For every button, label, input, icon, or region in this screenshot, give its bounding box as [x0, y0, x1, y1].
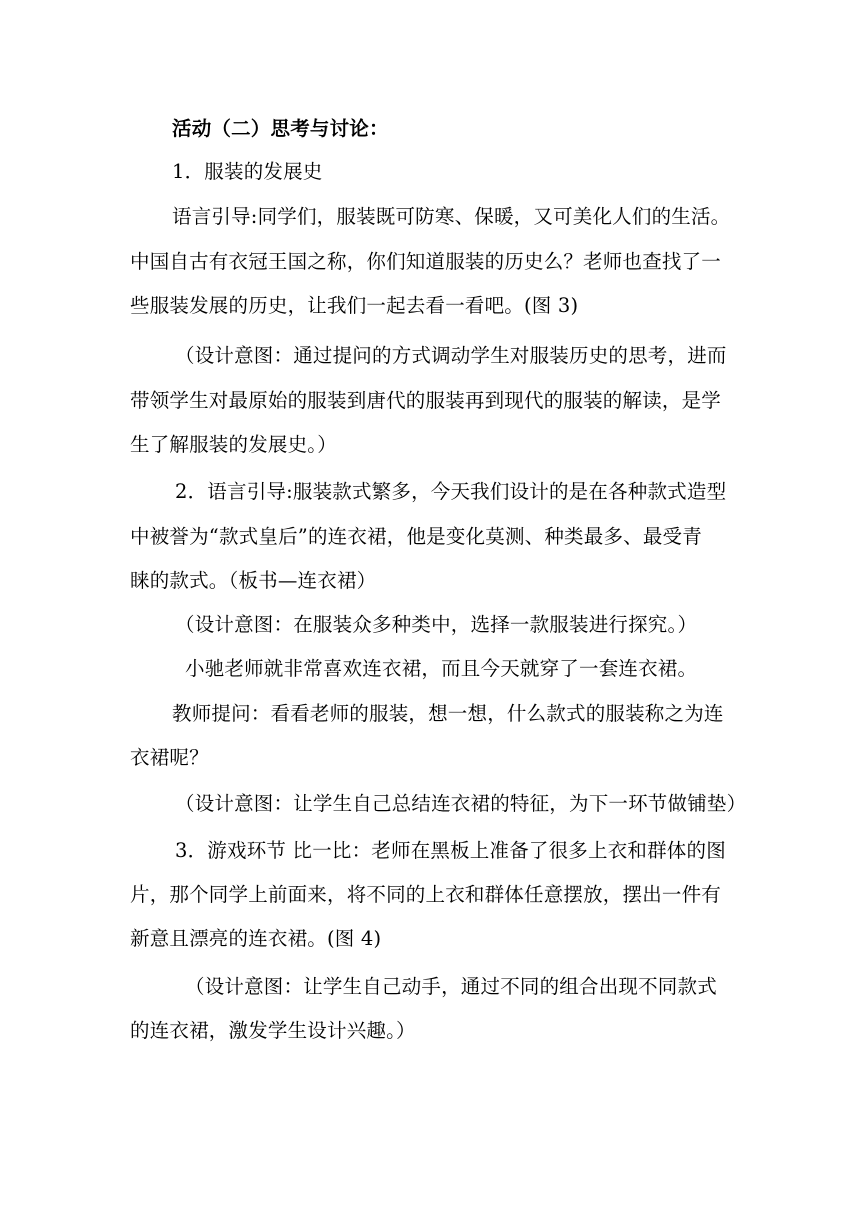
design-intent-line: 生了解服装的发展史。） [130, 433, 337, 456]
design-intent-line: （设计意图：让学生自己动手，通过不同的组合出现不同款式 [185, 975, 717, 998]
paragraph-line: 中被誉为“款式皇后”的连衣裙，他是变化莫测、种类最多、最受青 [130, 525, 702, 548]
design-intent-line: （设计意图：在服装众多种类中，选择一款服装进行探究。） [175, 613, 698, 636]
paragraph-line: 3．游戏环节 比一比：老师在黑板上准备了很多上衣和群体的图 [175, 839, 726, 862]
section-title-costume-history: 1．服装的发展史 [172, 160, 323, 183]
paragraph-line: 小驰老师就非常喜欢连衣裙，而且今天就穿了一套连衣裙。 [185, 657, 698, 680]
paragraph-line: 睐的款式。（板书—连衣裙） [130, 569, 377, 592]
activity-heading: 活动（二）思考与讨论： [172, 117, 389, 140]
paragraph-line: 衣裙呢？ [130, 746, 209, 769]
design-intent-line: （设计意图：让学生自己总结连衣裙的特征，为下一环节做铺垫） [175, 792, 747, 815]
paragraph-line: 2．语言引导:服装款式繁多，今天我们设计的是在各种款式造型 [175, 480, 727, 503]
paragraph-line: 新意且漂亮的连衣裙。(图 4) [130, 927, 382, 950]
paragraph-line: 语言引导:同学们，服装既可防寒、保暖，又可美化人们的生活。 [172, 205, 731, 228]
design-intent-line: 带领学生对最原始的服装到唐代的服装再到现代的服装的解读，是学 [130, 389, 722, 412]
design-intent-line: （设计意图：通过提问的方式调动学生对服装历史的思考，进而 [175, 344, 727, 367]
paragraph-line: 些服装发展的历史，让我们一起去看一看吧。(图 3) [130, 294, 579, 317]
paragraph-line: 教师提问：看看老师的服装，想一想，什么款式的服装称之为连 [172, 702, 724, 725]
design-intent-line: 的连衣裙，激发学生设计兴趣。） [130, 1019, 416, 1042]
paragraph-line: 中国自古有衣冠王国之称，你们知道服装的历史么？老师也查找了一 [130, 250, 722, 273]
paragraph-line: 片，那个同学上前面来，将不同的上衣和群体任意摆放，摆出一件有 [130, 883, 722, 906]
